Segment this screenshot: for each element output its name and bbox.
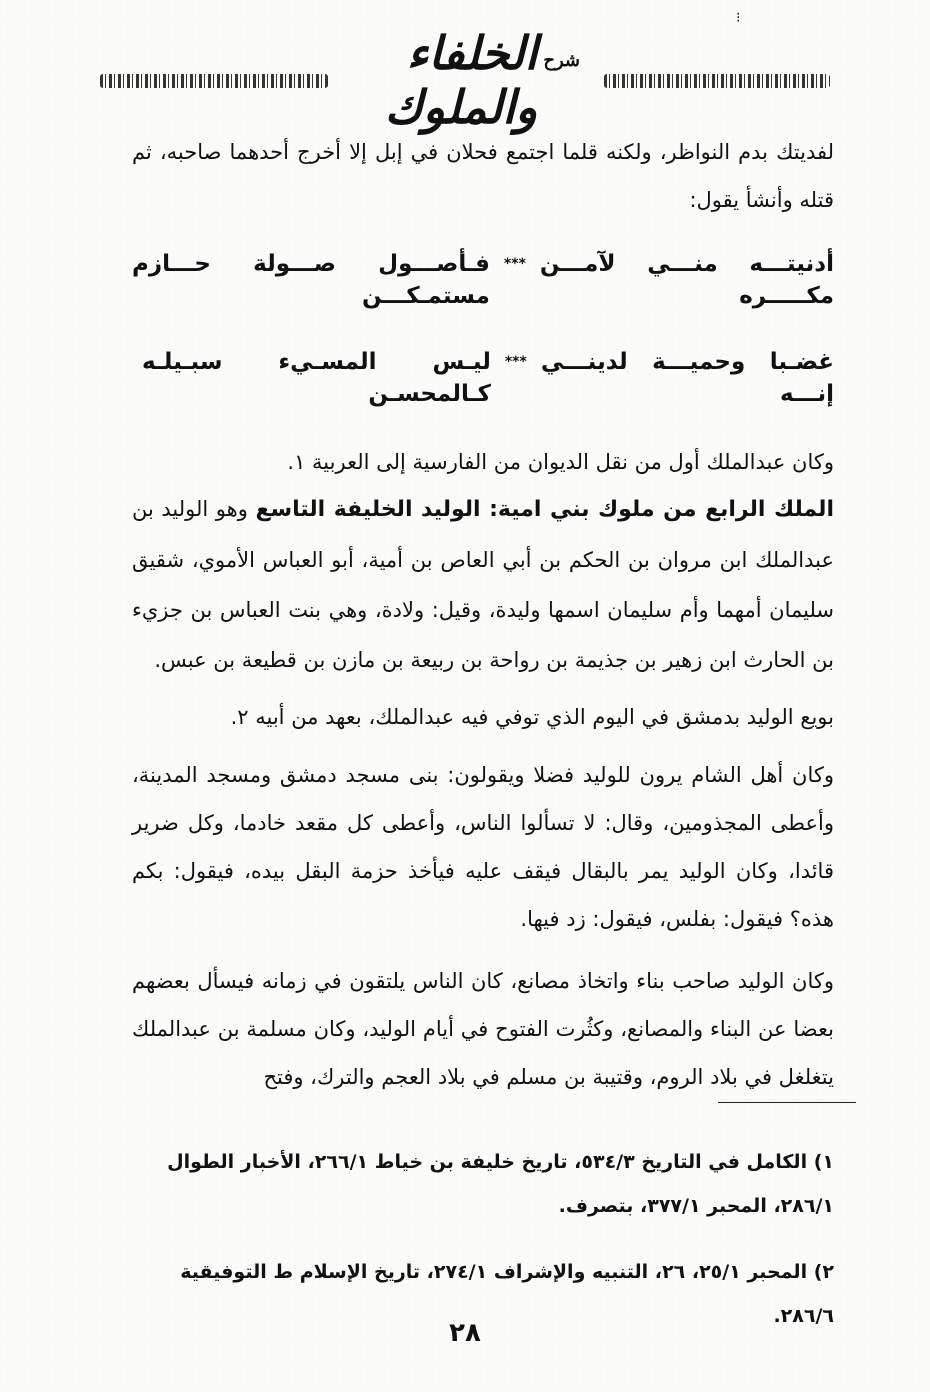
verse-1-right: أدنيتـــه منـــي لآمـــن مكـــــره [539, 251, 834, 309]
verse-1-sep: *** [503, 256, 526, 272]
corner-mark: ⁝ [736, 10, 741, 26]
paragraph-2: وكان عبدالملك أول من نقل الديوان من الفارسية إلى العربية ١. [287, 450, 834, 474]
verse-1-left: فـأصـــول صـــولة حـــازم مستمـكـــن [132, 251, 490, 309]
header-title [350, 26, 580, 134]
verse-line-2 [132, 346, 834, 410]
verse-2-left: ليـس المسـيء سبـيلـه كـالمحسـن [142, 349, 491, 407]
header-title-small: شرح [543, 50, 580, 71]
paragraph-1: لفديتك بدم النواظر، ولكنه قلما اجتمع فحلان في إبل إلا أخرج أحدهما صاحبه، ثم قتله وأنشأ يقول: [132, 140, 834, 212]
verse-line-1 [132, 248, 834, 312]
verse-2-right: غضـبا وحميـــة لدينـــي إنـــه [540, 349, 834, 407]
footnote-separator [718, 1102, 856, 1103]
paragraph-3 [132, 484, 834, 685]
paragraph-3-text: وهو الوليد بن عبدالملك ابن مروان بن الحكم بن أبي العاص بن أمية، أبو العباس الأموي، شقيق سليمان أمهما وأم سليمان اسمها وليدة، وقيل: ولادة، وهي بنت العباس بن جزيء بن الحارث ابن زهير بن جذيمة بن رواحة بن ربيعة بن مازن بن قطيعة بن عبس. [132, 497, 834, 672]
paragraph-4: بويع الوليد بدمشق في اليوم الذي توفي فيه عبدالملك، بعهد من أبيه ٢. [230, 705, 834, 729]
verse-2-sep: *** [504, 354, 527, 370]
page-header [100, 26, 830, 134]
paragraph-5: وكان أهل الشام يرون للوليد فضلا ويقولون: بنى مسجد دمشق ومسجد المدينة، وأعطى المجذومين، وقال: لا تسألوا الناس، وأعطى كل مقعد خادما، وكل ضرير قائدا، وكان الوليد يمر بالبقال فيقف عليه فيأخذ حزمة البقل بيده، فيقول: بكم هذه؟ فيقول: بفلس، فيقول: زد فيها. [132, 763, 834, 931]
section-heading: الملك الرابع من ملوك بني امية: الوليد الخليفة التاسع [255, 497, 834, 522]
header-title-main: الخلفاء والملوك [384, 26, 538, 134]
ornament-band-left [100, 74, 328, 88]
footnote-1: ١) الكامل في التاريخ ٥٣٤/٣، تاريخ خليفة بن خياط ٢٦٦/١، الأخبار الطوال ٢٨٦/١، المحبر ٣٧٧/١، بتصرف. [167, 1151, 834, 1217]
body-text [132, 128, 834, 1101]
ornament-band-right [604, 74, 830, 88]
paragraph-6: وكان الوليد صاحب بناء واتخاذ مصانع، كان الناس يلتقون في زمانه فيسأل بعضهم بعضا عن البناء والمصانع، وكثُرت الفتوح في أيام الوليد، وكان مسلمة بن عبدالملك يتغلغل في بلاد الروم، وقتيبة بن مسلم في بلاد العجم والترك، وفتح [132, 969, 834, 1089]
page-number: ٢٨ [449, 1318, 481, 1348]
footnote-2: ٢) المحبر ٢٥/١، ٢٦، التنبيه والإشراف ٢٧٤/١، تاريخ الإسلام ط التوفيقية ٢٨٦/٦. [180, 1261, 834, 1327]
